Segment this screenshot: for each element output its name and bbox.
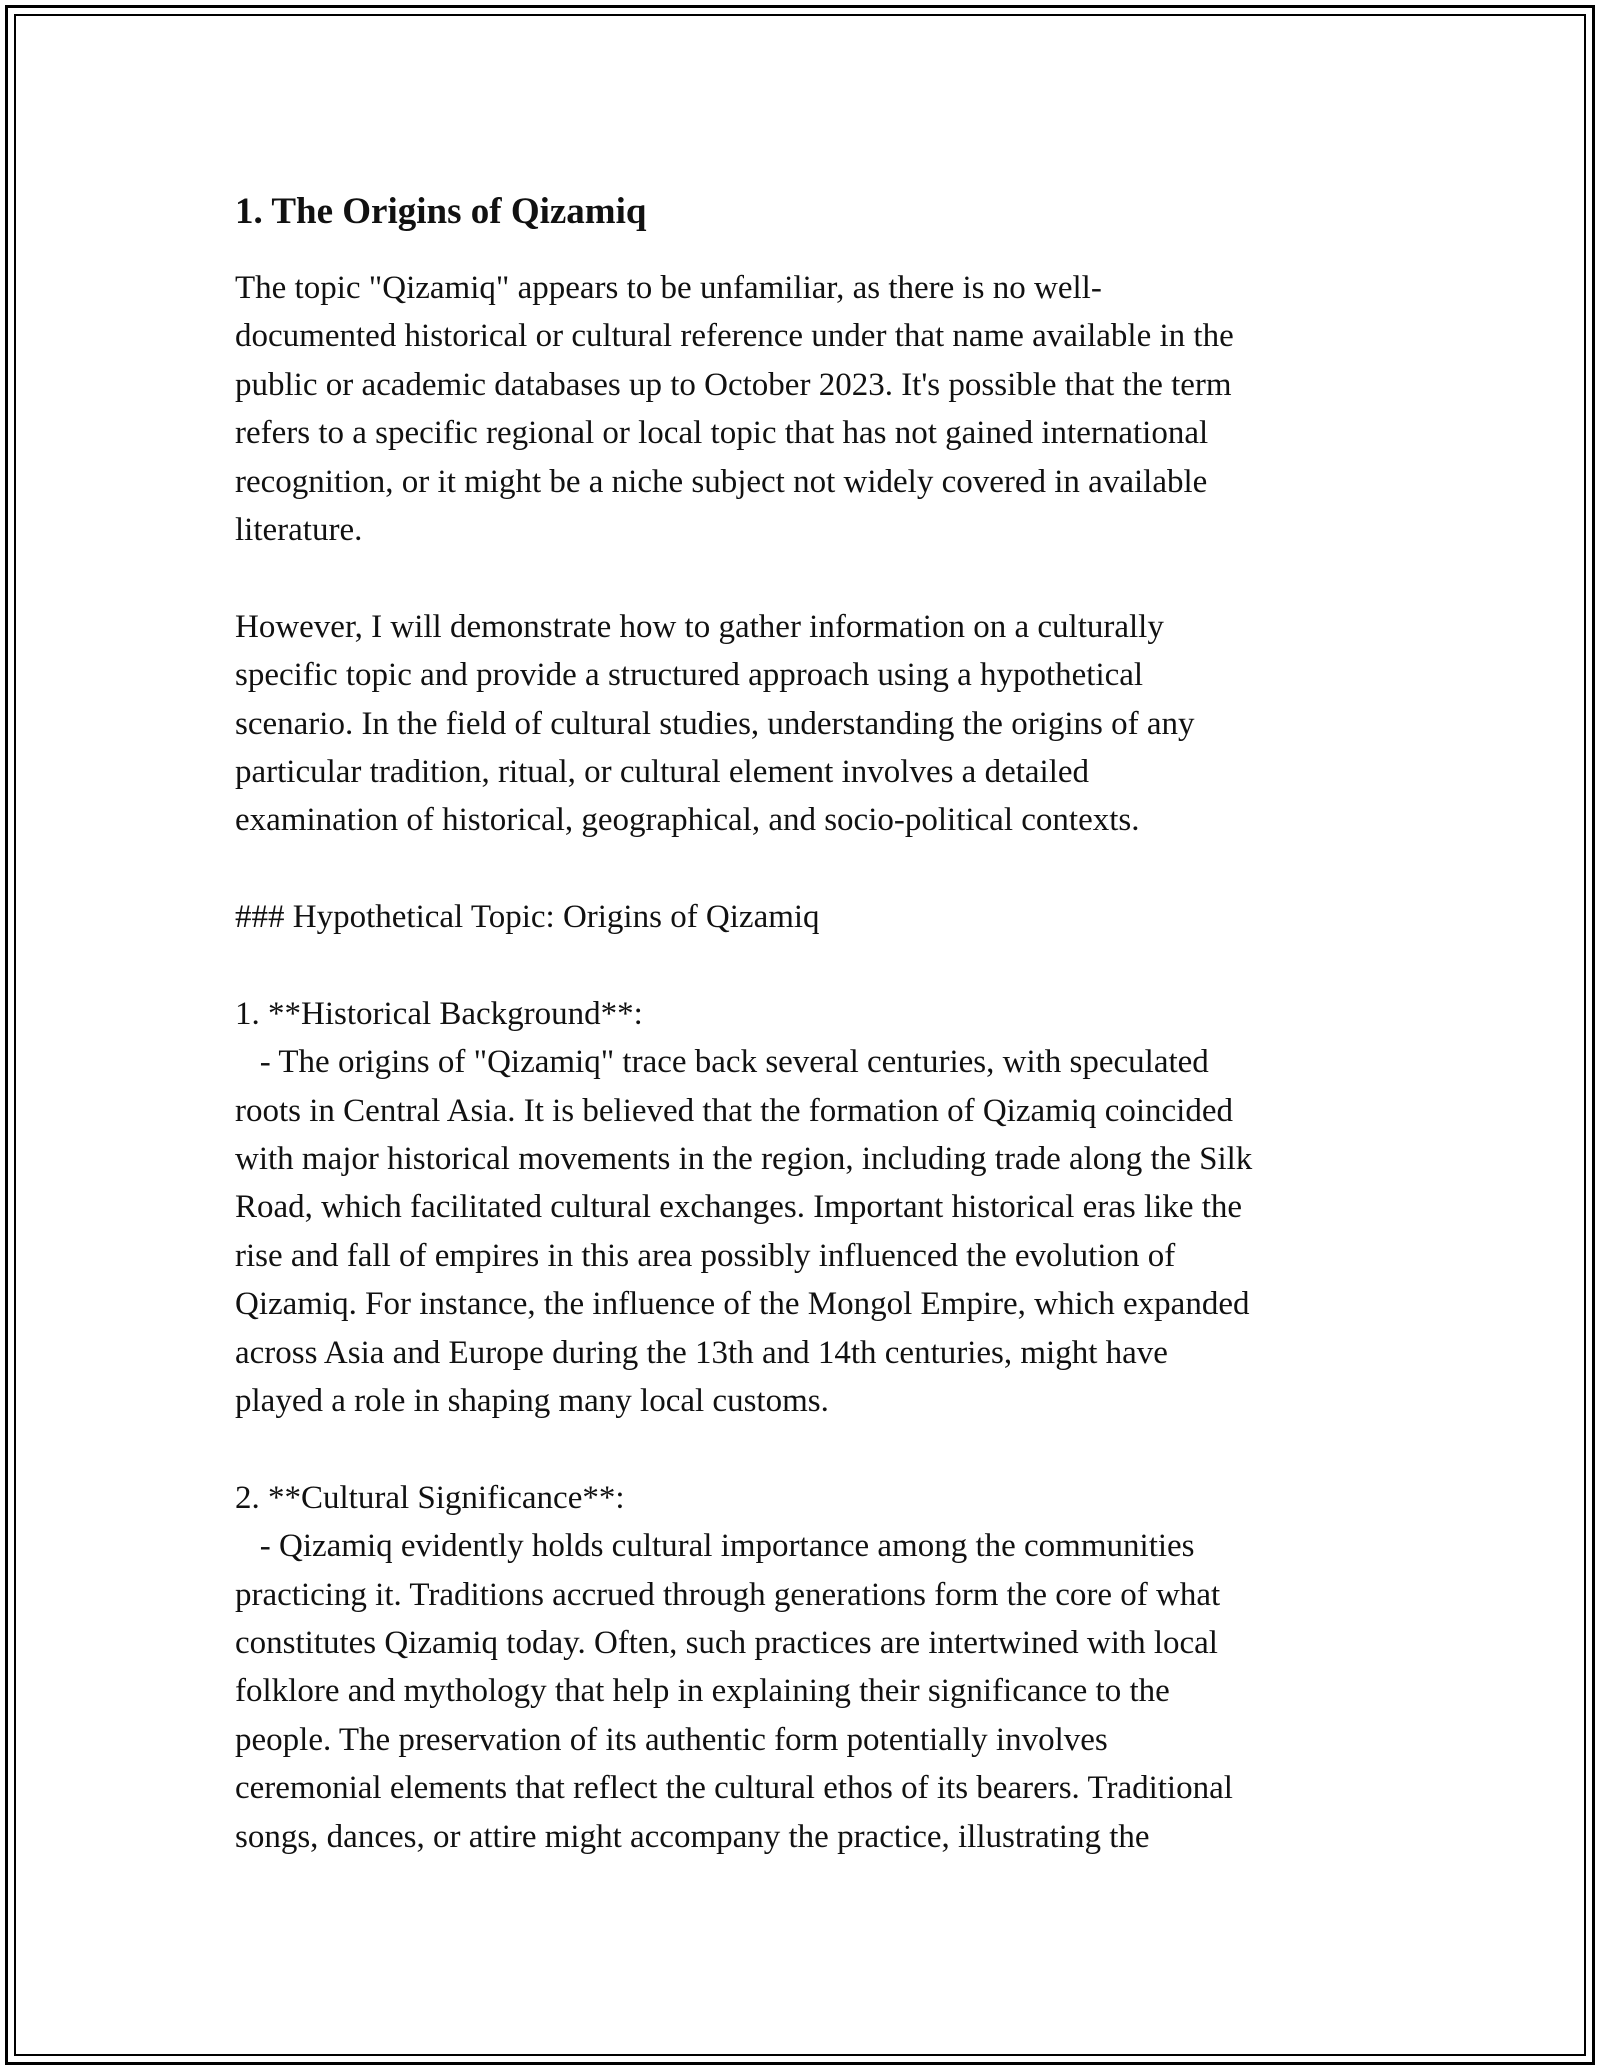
text-line: rise and fall of empires in this area possibly influenced the evolution of — [235, 1237, 1176, 1274]
blank-line — [235, 941, 1375, 989]
text-line: Qizamiq. For instance, the influence of the Mongol Empire, which expanded — [235, 1286, 1250, 1323]
text-line: people. The preservation of its authentic form potentially involves — [235, 1721, 1108, 1758]
text-line: with major historical movements in the region, including trade along the Silk — [235, 1141, 1253, 1178]
text-line: documented historical or cultural reference under that name available in the — [235, 318, 1234, 355]
text-line: specific topic and provide a structured approach using a hypothetical — [235, 657, 1144, 694]
text-line: roots in Central Asia. It is believed that the formation of Qizamiq coincided — [235, 1092, 1233, 1129]
blank-line — [235, 1425, 1375, 1473]
text-line: constitutes Qizamiq today. Often, such practices are intertwined with local — [235, 1624, 1218, 1661]
text-line: The topic "Qizamiq" appears to be unfamiliar, as there is no well- — [235, 270, 1102, 306]
blank-line — [235, 845, 1375, 893]
text-line: folklore and mythology that help in explaining their significance to the — [235, 1673, 1170, 1710]
text-line: literature. — [235, 511, 363, 548]
text-line: However, I will demonstrate how to gather information on a culturally — [235, 608, 1164, 645]
text-line: ### Hypothetical Topic: Origins of Qizamiq — [235, 899, 820, 936]
text-line: - Qizamiq evidently holds cultural importance among the communities — [235, 1528, 1195, 1565]
text-line: Road, which facilitated cultural exchanges. Important historical eras like the — [235, 1189, 1243, 1226]
text-line: across Asia and Europe during the 13th and 14th centuries, might have — [235, 1334, 1168, 1371]
text-line: songs, dances, or attire might accompany the practice, illustrating the — [235, 1818, 1150, 1855]
text-line: scenario. In the field of cultural studies, understanding the origins of any — [235, 705, 1195, 742]
text-line: public or academic databases up to October 2023. It's possible that the term — [235, 366, 1232, 403]
text-line: refers to a specific regional or local topic that has not gained international — [235, 415, 1209, 452]
text-line: examination of historical, geographical, and socio-political contexts. — [235, 802, 1140, 839]
text-line: recognition, or it might be a niche subject not widely covered in available — [235, 463, 1208, 500]
text-line: practicing it. Traditions accrued through generations form the core of what — [235, 1576, 1221, 1613]
text-line: played a role in shaping many local customs. — [235, 1382, 829, 1419]
page-title: 1. The Origins of Qizamiq — [235, 191, 647, 232]
text-line: - The origins of "Qizamiq" trace back several centuries, with speculated — [235, 1044, 1209, 1081]
text-line: ceremonial elements that reflect the cultural ethos of its bearers. Traditional — [235, 1770, 1233, 1807]
text-line: 2. **Cultural Significance**: — [235, 1479, 625, 1516]
text-line: particular tradition, ritual, or cultural element involves a detailed — [235, 753, 1090, 790]
document-body — [235, 188, 1375, 1861]
text-lines — [235, 264, 1375, 1861]
text-line: 1. **Historical Background**: — [235, 995, 643, 1032]
blank-line — [235, 554, 1375, 602]
